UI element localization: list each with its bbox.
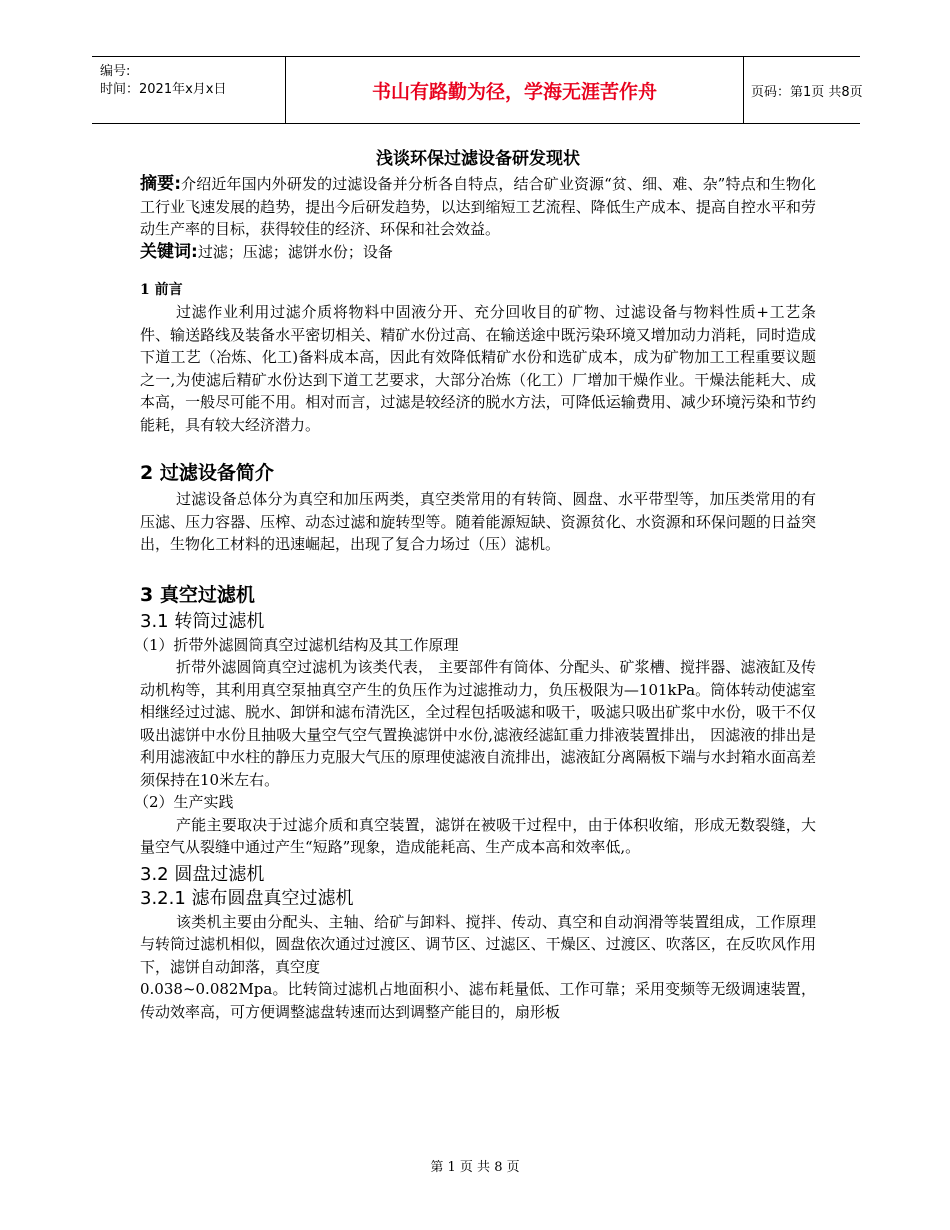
- section-3-2-1-heading: 3.2.1 滤布圆盘真空过滤机: [140, 887, 354, 909]
- page-header: [92, 56, 863, 124]
- section-3-1-heading: 3.1 转筒过滤机: [140, 610, 265, 632]
- section-3-1-item-2-paragraph: 产能主要取决于过滤介质和真空装置，滤饼在被吸干过程中，由于体积收缩，形成无数裂缝，大量空气从裂缝中通过产生“短路”现象，造成能耗高、生产成本高和效率低,。: [140, 815, 816, 856]
- section-3-2-1-paragraph-continued: 0.038~0.082Mpa。比转筒过滤机占地面积小、滤布耗量低、工作可靠；采用变频等无级调速装置，传动效率高，可方便调整滤盘转速而达到调整产能目的，扇形板: [140, 980, 816, 1021]
- motto: 书山有路勤为径，学海无涯苦作舟: [371, 81, 657, 103]
- keywords-text: 过滤；压滤；滤饼水份；设备: [197, 242, 393, 261]
- section-3-1-item-1-heading: （1）折带外滤圆筒真空过滤机结构及其工作原理: [134, 635, 459, 654]
- section-3-2-1-paragraph: 该类机主要由分配头、主轴、给矿与卸料、搅拌、传动、真空和自动润滑等装置组成，工作原理与转筒过滤机相似，圆盘依次通过过渡区、调节区、过滤区、干燥区、过渡区、吹落区，在反吹风作用下，滤饼自动卸落，真空度: [140, 912, 816, 976]
- keywords: [140, 241, 816, 264]
- section-3-1-item-1-paragraph: 折带外滤圆筒真空过滤机为该类代表， 主要部件有筒体、分配头、矿浆槽、搅拌器、滤液缸及传动机构等，其利用真空泵抽真空产生的负压作为过滤推动力，负压极限为—101kPa。筒体转动使滤室相继经过过滤、脱水、卸饼和滤布清洗区，全过程包括吸滤和吸干，吸滤只吸出矿浆中水份，吸干不仅吸出滤饼中水份且抽吸大量空气空气置换滤饼中水份,滤液经滤缸重力排液装置排出， 因滤液的排出是利用滤液缸中水柱的静压力克服大气压的原理使滤液自流排出，滤液缸分离隔板下端与水封箱水面高差须保持在10米左右。: [140, 658, 816, 789]
- header-page-cell: [743, 57, 863, 123]
- keywords-colon: :: [191, 241, 198, 262]
- section-2-heading: 2 过滤设备简介: [140, 462, 274, 484]
- number-label: 编号:: [100, 64, 131, 79]
- section-3-1-item-2-heading: （2）生产实践: [134, 793, 234, 811]
- section-3-heading: 3 真空过滤机: [140, 583, 255, 606]
- section-3-2-heading: 3.2 圆盘过滤机: [140, 863, 265, 885]
- abstract: [140, 173, 816, 241]
- section-1-paragraph: 过滤作业利用过滤介质将物料中固液分开、充分回收目的矿物、过滤设备与物料性质+工艺条件、输送路线及装备水平密切相关、精矿水份过高、在输送途中既污染环境又增加动力消耗，同时造成下道工艺（冶炼、化工)备料成本高，因此有效降低精矿水份和选矿成本，成为矿物加工工程重要议题之一,为使滤后精矿水份达到下道工艺要求，大部分冶炼（化工）厂增加干燥作业。干燥法能耗大、成本高，一般尽可能不用。相对而言，过滤是较经济的脱水方法，可降低运输费用、减少环境污染和节约能耗，具有较大经济潜力。: [140, 303, 816, 434]
- document-body: [134, 147, 817, 1023]
- keywords-label: 关键词: [140, 241, 191, 262]
- abstract-text: 介绍近年国内外研发的过滤设备并分析各自特点，结合矿业资源“贫、细、难、杂”特点和生物化工行业飞速发展的趋势，提出今后研发趋势，以达到缩短工艺流程、降低生产成本、提高自控水平和劳动生产率的目标，获得较佳的经济、环保和社会效益。: [140, 175, 817, 238]
- header-motto-cell: [285, 57, 744, 123]
- section-1-heading: 1 前言: [140, 282, 183, 298]
- header-left-cell: [92, 57, 285, 123]
- abstract-label: 摘要: [140, 174, 175, 194]
- section-2-paragraph: 过滤设备总体分为真空和加压两类，真空类常用的有转筒、圆盘、水平带型等，加压类常用的有压滤、压力容器、压榨、动态过滤和旋转型等。随着能源短缺、资源贫化、水资源和环保问题的日益突出，生物化工材料的迅速崛起，出现了复合力场过（压）滤机。: [140, 490, 816, 553]
- page-footer: 第 1 页 共 8 页: [430, 1160, 520, 1175]
- abstract-colon: :: [174, 174, 182, 194]
- time-label: 时间：2021年x月x日: [100, 82, 227, 97]
- document-title: 浅谈环保过滤设备研发现状: [376, 149, 580, 169]
- page-info: 页码：第1页 共8页: [751, 85, 863, 100]
